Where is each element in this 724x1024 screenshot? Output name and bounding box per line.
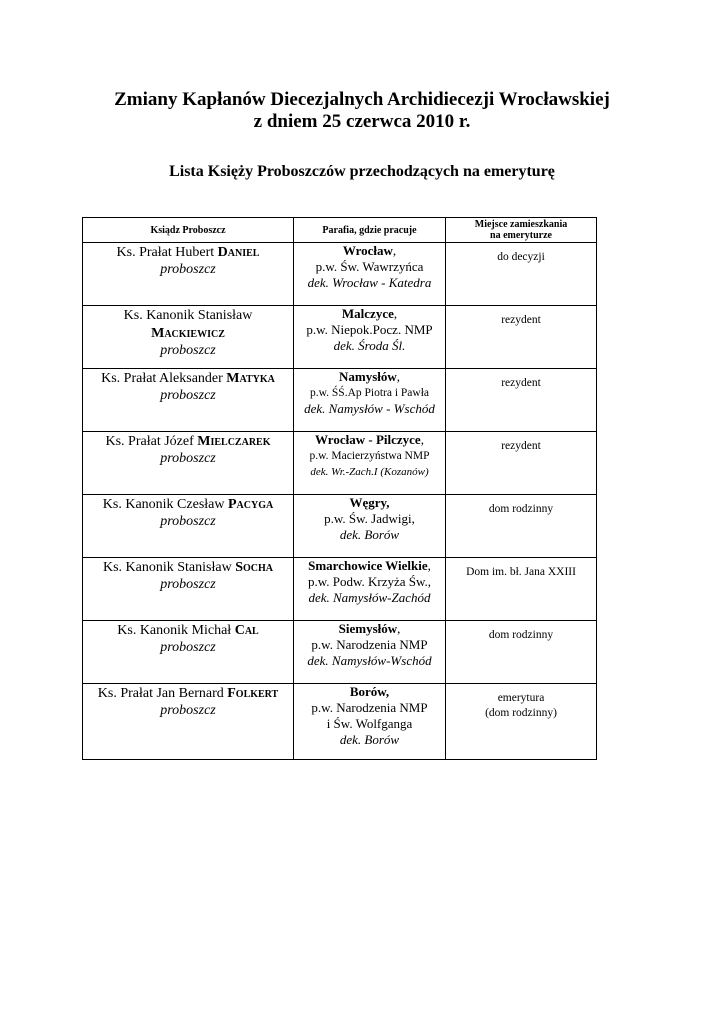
parish-church: p.w. ŚŚ.Ap Piotra i Pawła xyxy=(309,387,430,399)
priest-role: proboszcz xyxy=(160,703,216,718)
residence-cell xyxy=(446,306,597,369)
column-header-residence xyxy=(446,218,597,243)
priest-cell xyxy=(83,369,294,432)
priest-role: proboszcz xyxy=(160,343,216,358)
residence-cell xyxy=(446,243,597,306)
parish-deanery: dek. Borów xyxy=(339,527,400,542)
parish-church: p.w. Św. Jadwigi, xyxy=(324,511,415,526)
parish-church: p.w. Św. Wawrzyńca xyxy=(315,259,424,274)
parish-cell xyxy=(294,369,446,432)
priest-cell xyxy=(83,558,294,621)
parish-place: Siemysłów xyxy=(338,621,398,636)
priest-cell xyxy=(83,306,294,369)
column-header-parish: Parafia, gdzie pracuje xyxy=(294,218,446,243)
priest-surname: Socha xyxy=(235,560,273,575)
parish-place-suffix: , xyxy=(392,243,397,258)
parish-deanery: dek. Borów xyxy=(339,732,400,747)
column-header-residence-line2: na emeryturze xyxy=(490,230,552,241)
parish-deanery: dek. Środa Śl. xyxy=(333,338,406,353)
table-row xyxy=(83,684,597,760)
parish-deanery: dek. Wr.-Zach.I (Kozanów) xyxy=(310,466,429,478)
priest-surname: Mackiewicz xyxy=(151,326,225,341)
priest-surname: Folkert xyxy=(227,686,279,701)
parish-cell xyxy=(294,621,446,684)
priest-surname: Pacyga xyxy=(227,497,274,512)
priest-surname: Matyka xyxy=(226,371,275,386)
residence-text: do decyzji xyxy=(497,251,545,263)
parish-church: p.w. Narodzenia NMP xyxy=(311,637,428,652)
parish-church: p.w. Podw. Krzyża Św., xyxy=(307,574,432,589)
parish-place: Wrocław - Pilczyce xyxy=(315,432,421,447)
priest-role: proboszcz xyxy=(160,451,216,466)
table-row xyxy=(83,369,597,432)
column-header-priest: Ksiądz Proboszcz xyxy=(83,218,294,243)
residence-cell xyxy=(446,495,597,558)
parish-cell xyxy=(294,306,446,369)
residence-cell xyxy=(446,432,597,495)
residence-text: Dom im. bł. Jana XXIII xyxy=(466,566,576,578)
parish-deanery: dek. Namysłów - Wschód xyxy=(304,401,435,416)
parish-place: Namysłów xyxy=(338,369,397,384)
residence-text: dom rodzinny xyxy=(488,629,554,641)
priest-name: Ks. Prałat Jan Bernard xyxy=(97,686,228,701)
parish-church: p.w. Niepok.Pocz. NMP xyxy=(306,322,433,337)
parish-cell xyxy=(294,432,446,495)
parish-place-suffix: , xyxy=(396,369,401,384)
parish-deanery: dek. Namysłów-Zachód xyxy=(308,590,431,605)
residence-text: emerytura xyxy=(497,692,545,704)
priest-role: proboszcz xyxy=(160,388,216,403)
priest-role: proboszcz xyxy=(160,514,216,529)
table-row xyxy=(83,558,597,621)
residence-cell xyxy=(446,558,597,621)
priest-cell xyxy=(83,621,294,684)
parish-deanery: dek. Wrocław - Katedra xyxy=(307,275,432,290)
parish-church: p.w. Narodzenia NMP xyxy=(311,700,428,715)
residence-text: rezydent xyxy=(501,440,541,452)
parish-place-suffix: , xyxy=(397,621,401,636)
priest-name: Ks. Kanonik Czesław xyxy=(102,497,228,512)
residence-cell xyxy=(446,684,597,760)
priest-role: proboszcz xyxy=(160,640,216,655)
priest-name: Ks. Prałat Józef xyxy=(105,434,198,449)
priest-surname: Mielczarek xyxy=(197,434,271,449)
priest-surname: Daniel xyxy=(217,245,260,260)
priest-name: Ks. Kanonik Michał xyxy=(117,623,235,638)
residence-text-line2: (dom rodzinny) xyxy=(485,707,557,719)
priest-role: proboszcz xyxy=(160,262,216,277)
table-row xyxy=(83,243,597,306)
document-subtitle: Lista Księży Proboszczów przechodzących na emeryturę xyxy=(169,163,555,180)
priest-name: Ks. Kanonik Stanisław xyxy=(123,308,253,323)
document-title-line2: z dniem 25 czerwca 2010 r. xyxy=(253,111,471,132)
parish-cell xyxy=(294,684,446,760)
priest-name: Ks. Prałat Hubert xyxy=(116,245,218,260)
parish-church-line2: i Św. Wolfganga xyxy=(326,716,413,731)
parish-place: Węgry, xyxy=(349,495,390,510)
table-row xyxy=(83,432,597,495)
parish-place: Borów, xyxy=(349,684,390,699)
table-row xyxy=(83,621,597,684)
table-row xyxy=(83,495,597,558)
residence-text: rezydent xyxy=(501,314,541,326)
residence-cell xyxy=(446,621,597,684)
priest-cell xyxy=(83,684,294,760)
priest-surname: Cal xyxy=(234,623,259,638)
column-header-residence-line1: Miejsce zamieszkania xyxy=(474,219,568,230)
priest-name: Ks. Kanonik Stanisław xyxy=(102,560,236,575)
residence-text: dom rodzinny xyxy=(488,503,554,515)
parish-cell xyxy=(294,495,446,558)
priest-cell xyxy=(83,243,294,306)
parish-place: Smarchowice Wielkie xyxy=(308,558,428,573)
document-title-line1: Zmiany Kapłanów Diecezjalnych Archidiecezji Wrocławskiej xyxy=(114,89,610,110)
priest-name: Ks. Prałat Aleksander xyxy=(101,371,227,386)
priest-cell xyxy=(83,432,294,495)
parish-place: Wrocław xyxy=(342,243,393,258)
priest-role: proboszcz xyxy=(160,577,216,592)
parish-cell xyxy=(294,243,446,306)
parish-place-suffix: , xyxy=(427,558,431,573)
parish-place-suffix: , xyxy=(393,306,398,321)
priest-cell xyxy=(83,495,294,558)
parish-church: p.w. Macierzyństwa NMP xyxy=(309,450,430,462)
parish-cell xyxy=(294,558,446,621)
parish-deanery: dek. Namysłów-Wschód xyxy=(307,653,432,668)
priests-table xyxy=(82,217,597,760)
residence-text: rezydent xyxy=(501,377,541,389)
parish-place: Malczyce xyxy=(341,306,394,321)
residence-cell xyxy=(446,369,597,432)
table-row xyxy=(83,306,597,369)
parish-place-suffix: , xyxy=(420,432,424,447)
table-header-row xyxy=(83,218,597,243)
